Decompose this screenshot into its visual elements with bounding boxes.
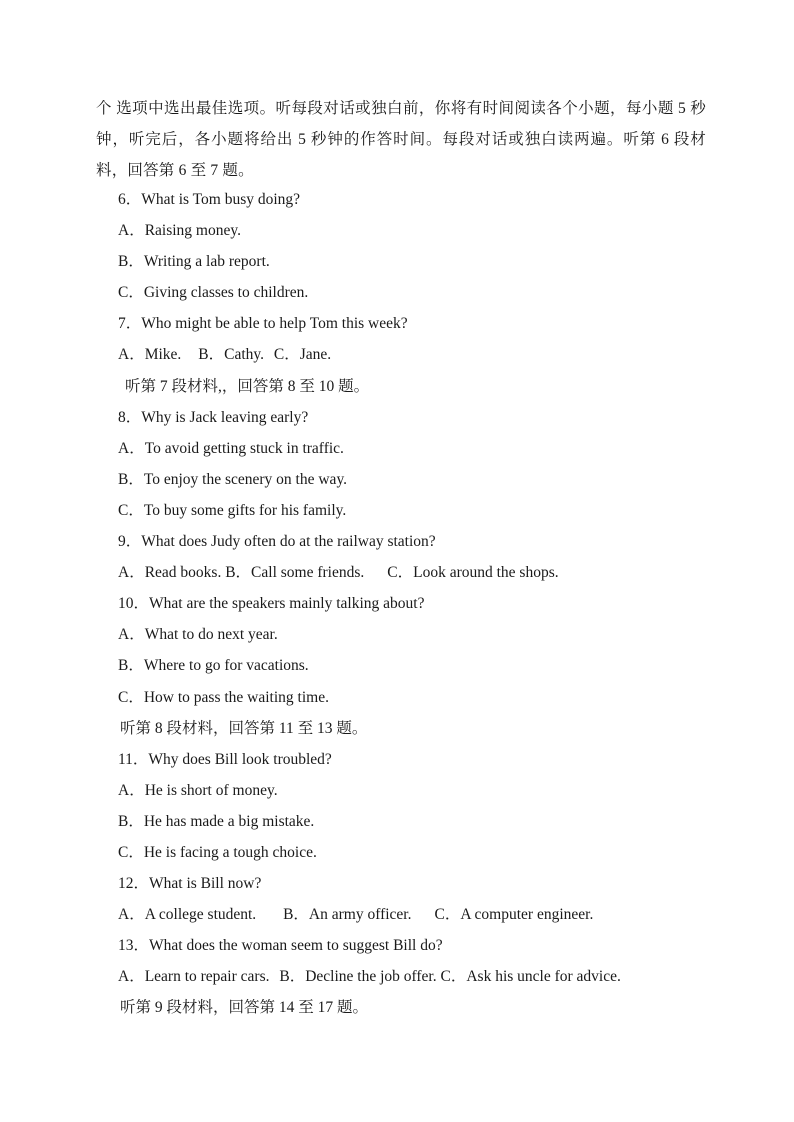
q11-option-b: B．He has made a big mistake. xyxy=(118,812,315,830)
q12-option-b: B．An army officer. xyxy=(283,906,412,924)
q7-option-c: C．Jane. xyxy=(273,346,332,364)
q10-option-c: C．How to pass the waiting time. xyxy=(118,688,329,706)
q9-options xyxy=(0,560,794,591)
q9-option-c: C．Look around the shops. xyxy=(387,564,559,582)
q12-option-c: C．A computer engineer. xyxy=(434,906,594,924)
q12-option-a: A．A college student. xyxy=(118,906,257,924)
question-13: 13．What does the woman seem to suggest Bill do? xyxy=(118,937,443,955)
q13-options xyxy=(0,964,794,995)
q9-option-b: B．Call some friends. xyxy=(225,564,365,582)
q13-option-c: C．Ask his uncle for advice. xyxy=(440,968,621,986)
q6-option-c: C．Giving classes to children. xyxy=(118,284,309,302)
q8-option-a: A．To avoid getting stuck in traffic. xyxy=(118,439,344,457)
q10-option-a: A．What to do next year. xyxy=(118,626,278,644)
q11-option-a: A．He is short of money. xyxy=(118,781,278,799)
q6-option-b: B．Writing a lab report. xyxy=(118,253,270,271)
question-12: 12．What is Bill now? xyxy=(118,875,262,893)
question-7: 7．Who might be able to help Tom this week? xyxy=(118,315,408,333)
q11-option-c: C．He is facing a tough choice. xyxy=(118,843,317,861)
q9-option-a: A．Read books. xyxy=(118,564,222,582)
q7-option-a: A．Mike. xyxy=(118,346,182,364)
q8-option-b: B．To enjoy the scenery on the way. xyxy=(118,470,348,488)
question-9: 9．What does Judy often do at the railway station? xyxy=(118,533,436,551)
question-6: 6．What is Tom busy doing? xyxy=(118,191,301,208)
question-8: 8．Why is Jack leaving early? xyxy=(118,408,309,426)
section-8-instruction: 听第 8 段材料，回答第 11 至 13 题。 xyxy=(120,719,368,737)
q8-option-c: C．To buy some gifts for his family. xyxy=(118,501,347,519)
q13-option-b: B．Decline the job offer. xyxy=(279,968,437,986)
q13-option-a: A．Learn to repair cars. xyxy=(118,968,270,986)
q6-option-a: A．Raising money. xyxy=(118,222,241,240)
q7-option-b: B．Cathy. xyxy=(198,346,265,364)
question-list xyxy=(0,187,794,1027)
section-7-instruction: 听第 7 段材料,，回答第 8 至 10 题。 xyxy=(125,377,370,395)
q12-options xyxy=(0,902,794,933)
question-10: 10．What are the speakers mainly talking about? xyxy=(118,595,425,613)
section-9-instruction: 听第 9 段材料，回答第 14 至 17 题。 xyxy=(120,999,369,1017)
q10-option-b: B．Where to go for vacations. xyxy=(118,657,309,675)
intro-paragraph: 个 选项中选出最佳选项。听每段对话或独白前，你将有时间阅读各个小题，每小题 5 秒钟，听完后，各小题将给出 5 秒钟的作答时间。每段对话或独白读两遍。听第 6 段材料，回答第 6 至 7 题。 xyxy=(96,100,706,179)
q7-options xyxy=(0,342,794,373)
question-11: 11．Why does Bill look troubled? xyxy=(118,750,332,768)
